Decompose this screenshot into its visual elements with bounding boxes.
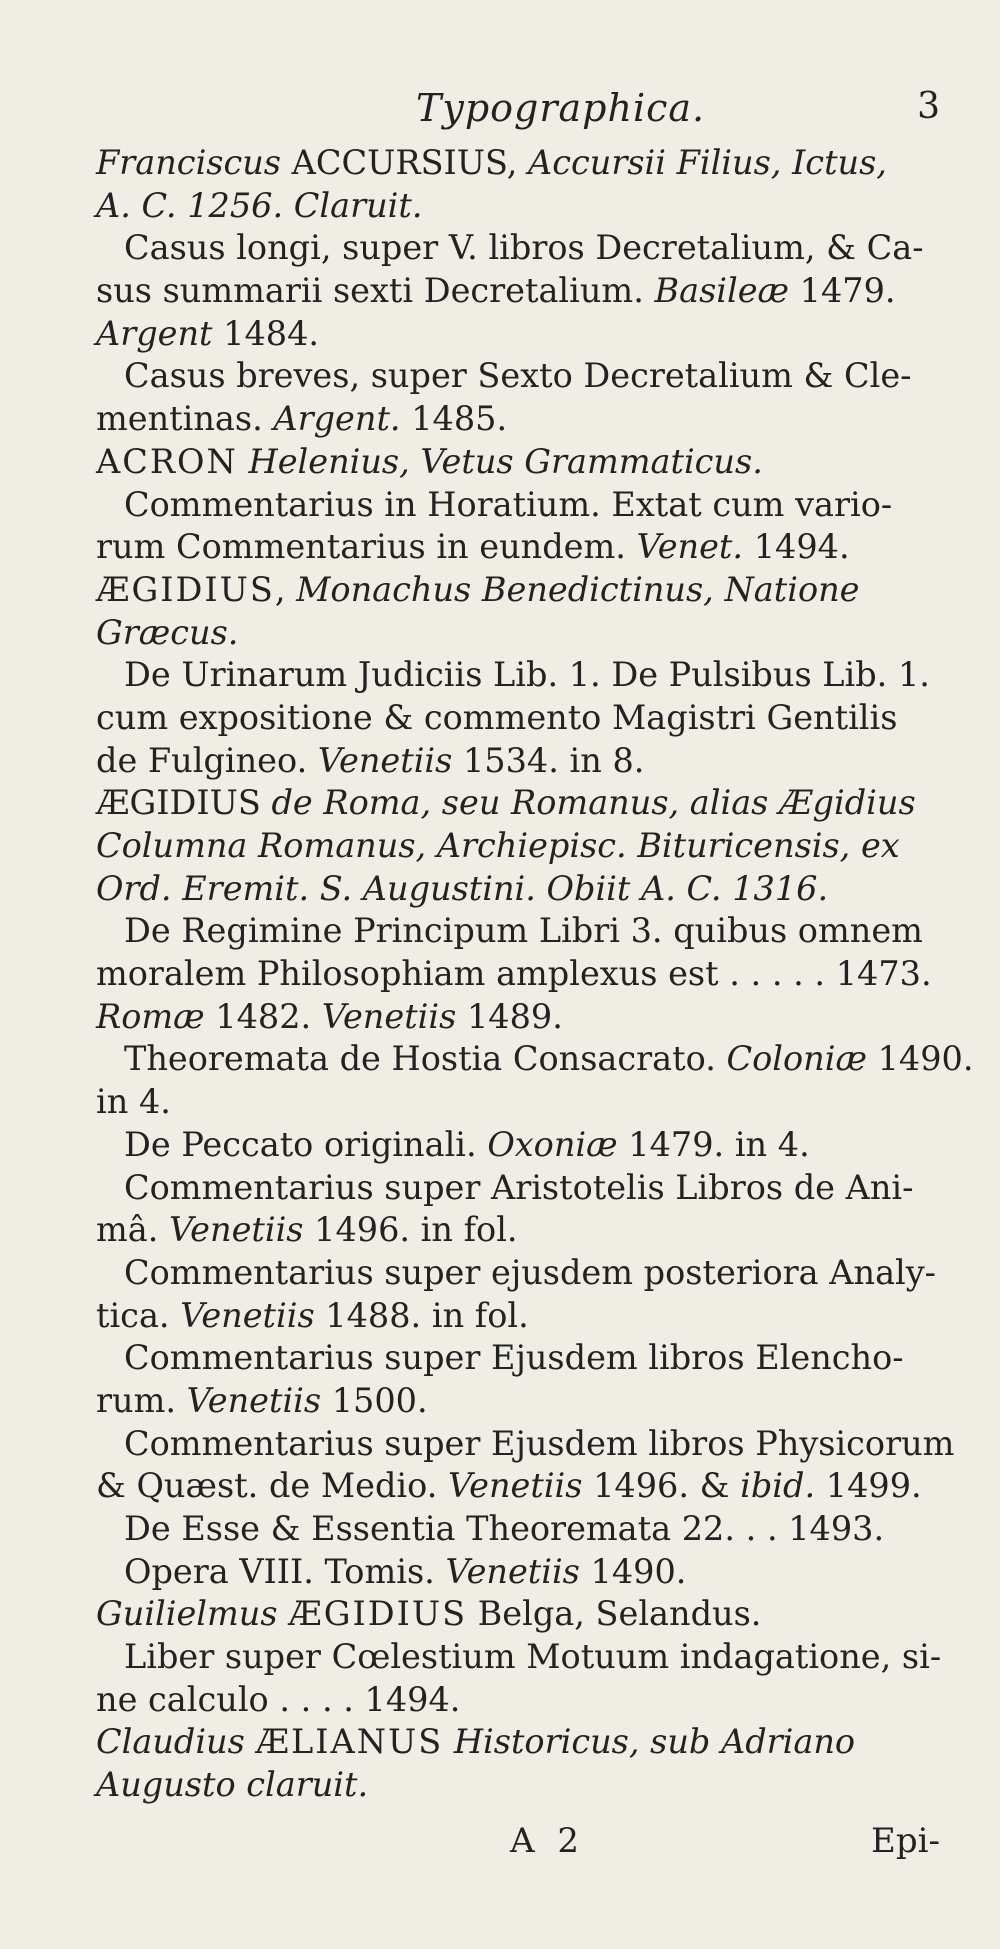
text-segment: Casus breves, super Sexto Decretalium & Cle-: [124, 356, 912, 396]
text-segment: rum Commentarius in eundem.: [96, 527, 637, 567]
text-segment: Historicus, sub Adriano: [453, 1722, 856, 1762]
page-footer: [96, 1821, 964, 1871]
text-segment: Accursii Filius, Ictus,: [528, 143, 887, 182]
text-line: [96, 1380, 964, 1423]
text-segment: Belga, Selandus.: [467, 1594, 762, 1634]
text-line: [96, 697, 964, 740]
text-segment: Venetiis: [180, 1295, 315, 1335]
text-segment: sus summarii sexti Decretalium.: [96, 271, 655, 311]
text-segment: in 4.: [96, 1082, 171, 1122]
text-segment: [443, 1722, 454, 1761]
text-segment: 1485.: [400, 399, 508, 439]
text-segment: Argent: [96, 313, 213, 353]
text-segment: moralem Philosophiam amplexus est . . . . . 1473.: [96, 954, 932, 994]
text-segment: Commentarius super Ejusdem libros Elencho-: [124, 1338, 904, 1378]
text-line: [96, 1764, 964, 1807]
text-segment: & Quæst. de Medio.: [96, 1466, 449, 1506]
text-segment: Columna Romanus, Archiepisc. Bituricensis, ex: [96, 826, 900, 865]
text-segment: Oxoniæ: [487, 1124, 618, 1164]
text-segment: Argent.: [273, 399, 401, 439]
text-segment: Opera VIII. Tomis.: [124, 1551, 446, 1591]
text-segment: 1489.: [456, 996, 563, 1036]
running-title: Typographica.: [416, 86, 706, 130]
text-segment: Commentarius super Aristotelis Libros de Ani-: [124, 1167, 914, 1207]
text-line: [96, 953, 964, 996]
text-segment: Commentarius super ejusdem posteriora Analy-: [124, 1252, 936, 1292]
text-segment: ÆGIDIUS: [288, 1594, 468, 1634]
text-line: [96, 868, 964, 911]
text-line: [96, 1593, 964, 1636]
text-line: [96, 1636, 964, 1679]
text-line: [96, 313, 964, 356]
page-body: [96, 142, 974, 1807]
text-segment: ÆLIANUS: [255, 1722, 444, 1762]
text-segment: 1490.: [866, 1039, 974, 1079]
text-line: [96, 910, 964, 953]
text-segment: De Peccato originali.: [124, 1124, 488, 1164]
text-segment: 1479.: [789, 271, 896, 311]
text-segment: Ord. Eremit. S. Augustini. Obiit A. C. 1316.: [96, 868, 829, 908]
text-segment: 1500.: [321, 1380, 428, 1420]
text-segment: ,: [274, 569, 297, 609]
text-line: [96, 398, 964, 441]
text-segment: Venetiis: [317, 740, 453, 780]
text-segment: A. C. 1256. Claruit.: [96, 185, 423, 225]
text-line: [96, 270, 964, 313]
text-segment: De Esse & Essentia Theoremata 22. . . 1493.: [124, 1509, 885, 1548]
text-line: [96, 1209, 964, 1252]
text-line: [96, 740, 964, 783]
text-segment: De Urinarum Judiciis Lib. 1. De Pulsibus Lib. 1.: [124, 655, 930, 695]
text-line: [96, 142, 964, 185]
text-line: [96, 1038, 974, 1081]
text-line: [96, 996, 964, 1039]
text-segment: Venet.: [636, 527, 744, 567]
text-line: [96, 1679, 964, 1722]
text-line: [96, 441, 964, 484]
text-segment: Venetiis: [321, 996, 457, 1036]
text-segment: Coloniæ: [726, 1039, 867, 1079]
text-segment: Venetiis: [445, 1551, 580, 1591]
text-line: [96, 1081, 964, 1124]
text-segment: 1490.: [579, 1551, 687, 1591]
text-segment: Græcus.: [96, 612, 239, 652]
text-segment: 1534. in 8.: [452, 740, 645, 780]
text-segment: Claudius: [96, 1722, 245, 1762]
text-segment: [278, 1594, 289, 1633]
text-line: [96, 1465, 964, 1508]
signature-mark: A 2: [510, 1820, 585, 1861]
text-segment: ACCURSIUS,: [281, 143, 529, 182]
text-segment: Franciscus: [96, 143, 282, 182]
text-segment: Romæ: [96, 996, 205, 1036]
text-line: [96, 1337, 964, 1380]
text-segment: Theoremata de Hostia Consacrato.: [124, 1039, 727, 1079]
text-segment: de Roma, seu Romanus, alias Ægidius: [271, 783, 916, 823]
text-line: [96, 1508, 964, 1551]
text-segment: ACRON: [96, 441, 238, 481]
text-segment: cum expositione & commento Magistri Gentilis: [96, 697, 898, 737]
text-line: [96, 1721, 964, 1764]
text-segment: 1496. in fol.: [303, 1210, 518, 1250]
text-segment: [238, 442, 249, 481]
text-segment: Monachus Benedictinus, Natione: [296, 569, 860, 609]
text-line: [96, 1551, 964, 1594]
text-line: [96, 569, 964, 612]
text-segment: 1484.: [212, 313, 320, 353]
text-line: [96, 1295, 964, 1338]
text-segment: mentinas.: [96, 399, 274, 439]
text-segment: ÆGIDIUS: [96, 569, 275, 609]
text-line: [96, 227, 964, 270]
text-segment: Guilielmus: [96, 1594, 278, 1634]
text-segment: Casus longi, super V. libros Decretalium, & Ca-: [124, 228, 924, 268]
text-segment: ne calculo . . . . 1494.: [96, 1679, 461, 1719]
text-line: [96, 1252, 964, 1295]
text-segment: mâ.: [96, 1210, 170, 1250]
text-line: [96, 782, 964, 825]
text-line: [96, 825, 964, 868]
text-segment: [245, 1722, 256, 1761]
text-segment: 1488. in fol.: [314, 1295, 529, 1335]
text-line: [96, 1423, 964, 1466]
text-segment: Helenius, Vetus Grammaticus.: [248, 441, 763, 481]
text-segment: 1496. &: [582, 1466, 741, 1506]
text-segment: tica.: [96, 1295, 181, 1335]
text-segment: ÆGIDIUS: [96, 783, 272, 823]
text-segment: Basileæ: [654, 271, 790, 311]
text-line: [96, 1124, 964, 1167]
text-line: [96, 484, 964, 527]
text-segment: Venetiis: [186, 1380, 322, 1420]
text-line: [96, 612, 964, 655]
text-segment: 1499.: [815, 1466, 922, 1506]
text-line: [96, 526, 964, 569]
text-line: [96, 654, 964, 697]
text-segment: Liber super Cœlestium Motuum indagatione, si-: [124, 1637, 942, 1677]
text-segment: 1494.: [743, 527, 850, 567]
text-segment: Augusto claruit.: [96, 1765, 369, 1805]
text-segment: Commentarius in Horatium. Extat cum vario-: [124, 484, 893, 524]
text-segment: rum.: [96, 1380, 187, 1420]
text-segment: Venetiis: [169, 1210, 304, 1250]
text-segment: Commentarius super Ejusdem libros Physicorum: [124, 1423, 955, 1463]
text-line: [96, 185, 964, 228]
text-segment: 1482.: [204, 996, 322, 1036]
page-number: 3: [917, 86, 940, 127]
catchword: Epi-: [871, 1820, 940, 1861]
text-segment: Venetiis: [448, 1466, 583, 1506]
text-segment: ibid.: [740, 1466, 816, 1506]
text-segment: de Fulgineo.: [96, 740, 318, 780]
text-line: [96, 1167, 964, 1210]
running-header: [96, 86, 964, 142]
text-line: [96, 355, 964, 398]
text-segment: De Regimine Principum Libri 3. quibus omnem: [124, 911, 923, 951]
text-segment: 1479. in 4.: [617, 1124, 810, 1164]
